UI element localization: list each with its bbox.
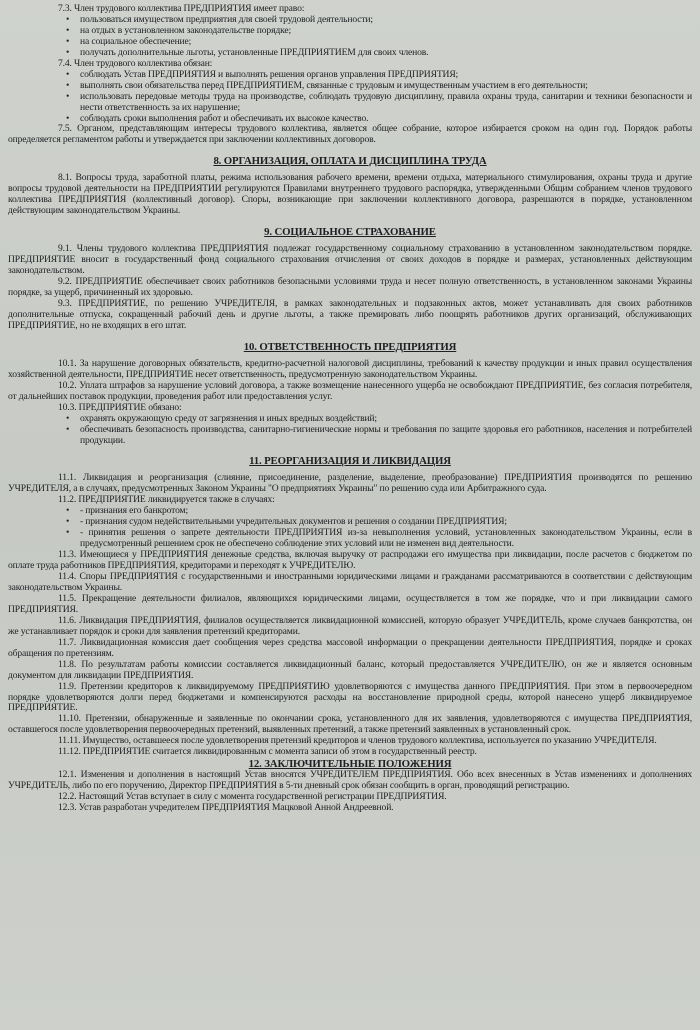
- clause-10-2: 10.2. Уплата штрафов за нарушение условий договора, а также возмещение нанесенного ущерба не освобождают ПРЕДПРИЯТИЕ, без согласия потребителя, от дальнейших поставок продукции, проведения работ или предоставления услуг.: [8, 379, 692, 402]
- list-item: • - принятия решения о запрете деятельности ПРЕДПРИЯТИЯ из-за невыполнения условий, установленных законодательством Украины, если в предусмотренный решением срок не обеспечено соблюдение этих условий или не изменен вид деятельности.: [8, 528, 692, 550]
- clause-9-1: 9.1. Члены трудового коллектива ПРЕДПРИЯТИЯ подлежат государственному социальному страхованию в установленном законодательством порядке. ПРЕДПРИЯТИЕ вносит в государственный фонд социального страхования отчисления от своих доходов в порядке и размерах, установленных действующим законодательством.: [8, 243, 692, 277]
- clause-12-3: 12.3. Устав разработан учредителем ПРЕДПРИЯТИЯ Мацковой Анной Андреевной.: [58, 802, 394, 814]
- list-item: • охранять окружающую среду от загрязнения и иных вредных воздействий;: [8, 414, 692, 425]
- section-heading: 10. ОТВЕТСТВЕННОСТЬ ПРЕДПРИЯТИЯ: [243, 340, 457, 353]
- clause-10-3: 10.3. ПРЕДПРИЯТИЕ обязано:: [58, 401, 182, 413]
- section-8: [8, 155, 692, 217]
- clause-11-12: 11.12. ПРЕДПРИЯТИЕ считается ликвидированным с момента записи об этом в государственный реестр.: [58, 746, 477, 758]
- section-11: [8, 455, 692, 758]
- list-item: • выполнять свои обязательства перед ПРЕДПРИЯТИЕМ, связанные с трудовым и имущественным участием в его деятельности;: [8, 81, 692, 92]
- clause-8-1: 8.1. Вопросы труда, заработной платы, режима использования рабочего времени, времени отдыха, материального стимулирования, охраны труда и другие вопросы трудовой деятельности на ПРЕДПРИЯТИИ регулируются Правилами внутреннего трудового распорядка, утвержденными Общим собранием членов трудового коллектива ПРЕДПРИЯТИЯ (коллективный договор). Споры, возникающие при заключении коллективного договора, разрешаются в порядке, установленном действующим законодательством Украины.: [8, 172, 692, 217]
- list-item: • - признания его банкротом;: [8, 506, 692, 517]
- section-heading: 12. ЗАКЛЮЧИТЕЛЬНЫЕ ПОЛОЖЕНИЯ: [248, 758, 452, 771]
- clause-11-10: 11.10. Претензии, обнаруженные и заявленные по окончании срока, установленного для их заявления, удовлетворяются с имущества ПРЕДПРИЯТИЯ, оставшегося после удовлетворения первоочередных претензий, выявленных претензий, а также претензий заявленных в установленный срок.: [8, 713, 692, 736]
- list-item: • на социальное обеспечение;: [8, 37, 692, 48]
- list-item: • обеспечивать безопасность производства, санитарно-гигиенические нормы и требования по защите здоровья его работников, населения и потребителей продукции.: [8, 425, 692, 447]
- list-item: • на отдых в установленном законодательстве порядке;: [8, 26, 692, 37]
- section-heading: 8. ОРГАНИЗАЦИЯ, ОПЛАТА И ДИСЦИПЛИНА ТРУДА: [213, 155, 487, 168]
- clause-11-8: 11.8. По результатам работы комиссии составляется ликвидационный баланс, который предоставляется УЧРЕДИТЕЛЮ, он же и является основным документом для ликвидации ПРЕДПРИЯТИЯ.: [8, 658, 692, 681]
- clause-11-9: 11.9. Претензии кредиторов к ликвидируемому ПРЕДПРИЯТИЮ удовлетворяются с имущества данного ПРЕДПРИЯТИЯ. При этом в первоочередном порядке удовлетворяются долги перед бюджетами и компенсируются расходы на восстановление природной среды, которой нанесено ущерб ликвидируемое ПРЕДПРИЯТИЕ.: [8, 680, 692, 714]
- list-item: • - признания судом недействительными учредительных документов и решения о создании ПРЕДПРИЯТИЯ;: [8, 517, 692, 528]
- list-item: • пользоваться имуществом предприятия для своей трудовой деятельности;: [8, 15, 692, 26]
- clause-11-3: 11.3. Имеющиеся у ПРЕДПРИЯТИЯ денежные средства, включая выручку от распродажи его имущества при ликвидации, после расчетов с бюджетом по оплате труда работников ПРЕДПРИЯТИЯ, кредиторами и переходят к УЧРЕДИТЕЛЮ.: [8, 549, 692, 572]
- list-item: • соблюдать Устав ПРЕДПРИЯТИЯ и выполнять решения органов управления ПРЕДПРИЯТИЯ;: [8, 70, 692, 81]
- section-7: [8, 4, 692, 146]
- list-item: • использовать передовые методы труда на производстве, соблюдать трудовую дисциплину, правила охраны труда, санитарии и техники безопасности и нести ответственность за их нарушение;: [8, 92, 692, 114]
- section-heading: 9. СОЦИАЛЬНОЕ СТРАХОВАНИЕ: [264, 226, 436, 239]
- section-10: [8, 341, 692, 447]
- clause-11-2: 11.2. ПРЕДПРИЯТИЕ ликвидируется также в случаях:: [58, 494, 275, 506]
- clause-9-2: 9.2. ПРЕДПРИЯТИЕ обеспечивает своих работников безопасными условиями труда и несет полную ответственность, в установленном законами Украины порядке, за ущерб, причиненный их здоровью.: [8, 276, 692, 299]
- clause-7-5: 7.5. Органом, представляющим интересы трудового коллектива, является общее собрание, которое избирается сроком на один год. Порядок работы определяется регламентом работы и утверждается при заключении коллективных договоров.: [8, 123, 692, 146]
- list-item: • получать дополнительные льготы, установленные ПРЕДПРИЯТИЕМ для своих членов.: [8, 48, 692, 59]
- clause-11-7: 11.7. Ликвидационная комиссия дает сообщения через средства массовой информации о прекращении деятельности ПРЕДПРИЯТИЯ, порядке и сроках обращения по претензиям.: [8, 636, 692, 659]
- clause-7-3: 7.3. Член трудового коллектива ПРЕДПРИЯТИЯ имеет право:: [58, 3, 305, 14]
- clause-11-4: 11.4. Споры ПРЕДПРИЯТИЯ с государственными и иностранными юридическими лицами и гражданами рассматриваются в соответствии с действующим законодательством Украины.: [8, 571, 692, 593]
- list-item: • соблюдать сроки выполнения работ и обеспечивать их высокое качество.: [8, 114, 692, 125]
- clause-7-4: 7.4. Член трудового коллектива обязан:: [58, 57, 213, 69]
- clause-11-5: 11.5. Прекращение деятельности филиалов, являющихся юридическими лицами, осуществляется в том же порядке, что и при ликвидации самого ПРЕДПРИЯТИЯ.: [8, 592, 692, 615]
- clause-12-2: 12.2. Настоящий Устав вступает в силу с момента государственной регистрации ПРЕДПРИЯТИЯ.: [58, 791, 447, 803]
- clause-9-3: 9.3. ПРЕДПРИЯТИЕ, по решению УЧРЕДИТЕЛЯ, в рамках законодательных и подзаконных актов, может устанавливать для своих работников дополнительные отпуска, сокращенный рабочий день и другие льготы, а также премировать либо поощрять работников других организаций, обслуживающих ПРЕДПРИЯТИЕ, но не входящих в его штат.: [8, 297, 692, 331]
- section-heading: 11. РЕОРГАНИЗАЦИЯ И ЛИКВИДАЦИЯ: [249, 455, 451, 468]
- clause-11-11: 11.11. Имущество, оставшееся после удовлетворения претензий кредиторов и членов трудового коллектива, используется по указанию УЧРЕДИТЕЛЯ.: [58, 735, 657, 747]
- clause-11-6: 11.6. Ликвидация ПРЕДПРИЯТИЯ, филиалов осуществляется ликвидационной комиссией, которую образует УЧРЕДИТЕЛЬ, кроме случаев банкротства, он же устанавливает порядок и сроки для заявления претензий кредиторами.: [8, 614, 692, 637]
- clause-10-1: 10.1. За нарушение договорных обязательств, кредитно-расчетной налоговой дисциплины, требований к качеству продукции и иных правил осуществления хозяйственной деятельности, ПРЕДПРИЯТИЕ несет ответственность, предусмотренную законодательством Украины.: [8, 357, 692, 380]
- section-12: [8, 758, 692, 814]
- clause-12-1: 12.1. Изменения и дополнения в настоящий Устав вносятся УЧРЕДИТЕЛЕМ ПРЕДПРИЯТИЯ. Обо всех внесенных в Устав изменениях и дополнениях УЧРЕДИТЕЛЬ, либо по его поручению, Директор ПРЕДПРИЯТИЯ в 5-ти дневный срок обязан сообщить в орган, проводящий регистрацию.: [8, 769, 692, 792]
- clause-11-1: 11.1. Ликвидация и реорганизация (слияние, присоединение, разделение, выделение, преобразование) ПРЕДПРИЯТИЯ производятся по решению УЧРЕДИТЕЛЯ, а в случаях, предусмотренных Законом Украины "О предприятиях Украины" по решению суда или Арбитражного суда.: [8, 472, 692, 495]
- section-9: [8, 226, 692, 332]
